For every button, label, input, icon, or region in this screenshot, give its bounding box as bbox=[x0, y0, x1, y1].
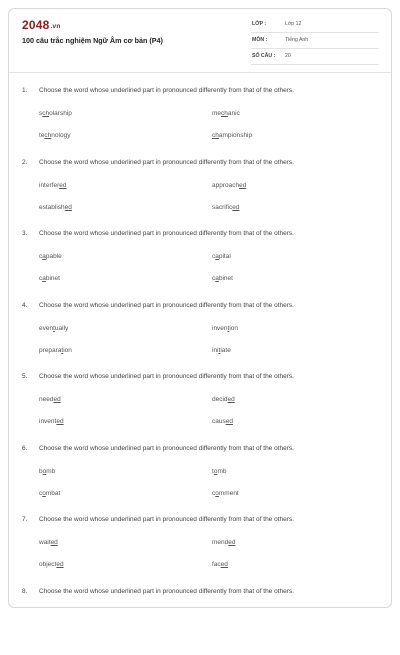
meta-label: MÔN : bbox=[252, 37, 267, 43]
question-prompt: Choose the word whose underlined part in pronounced differently from that of the others. bbox=[39, 230, 294, 237]
question-prompt: Choose the word whose underlined part in pronounced differently from that of the others. bbox=[39, 159, 294, 166]
logo-suffix-text: .vn bbox=[51, 23, 61, 30]
underlined-part: a bbox=[42, 253, 46, 260]
answer-option[interactable]: scholarship bbox=[39, 110, 72, 117]
question-item bbox=[9, 441, 391, 513]
answer-option[interactable]: technology bbox=[39, 132, 70, 139]
question-prompt: Choose the word whose underlined part in pronounced differently from that of the others. bbox=[39, 516, 294, 523]
underlined-part: a bbox=[42, 275, 46, 282]
question-number: 3. bbox=[22, 230, 39, 237]
document-page bbox=[8, 8, 392, 608]
meta-row-question-count bbox=[251, 49, 379, 65]
question-number: 1. bbox=[22, 87, 39, 94]
document-meta bbox=[251, 17, 379, 65]
question-prompt: Choose the word whose underlined part in pronounced differently from that of the others. bbox=[39, 588, 294, 595]
underlined-part: ch bbox=[44, 132, 51, 139]
answer-option[interactable]: comment bbox=[212, 490, 239, 497]
answer-option[interactable]: eventually bbox=[39, 325, 68, 332]
underlined-part: ed bbox=[51, 539, 58, 546]
question-prompt: Choose the word whose underlined part in pronounced differently from that of the others. bbox=[39, 87, 294, 94]
answer-option[interactable]: initiate bbox=[212, 347, 231, 354]
answer-option[interactable]: capital bbox=[212, 253, 231, 260]
underlined-part: ch bbox=[212, 132, 219, 139]
answer-option[interactable]: sacrificed bbox=[212, 204, 239, 211]
question-item bbox=[9, 83, 391, 155]
underlined-part: ed bbox=[221, 561, 228, 568]
question-item bbox=[9, 155, 391, 227]
meta-value: Lớp 12 bbox=[285, 21, 301, 27]
answer-option[interactable]: invented bbox=[39, 418, 64, 425]
question-text bbox=[22, 302, 294, 309]
underlined-part: ed bbox=[65, 204, 72, 211]
answer-option[interactable]: cabinet bbox=[39, 275, 60, 282]
document-title: 100 câu trắc nghiệm Ngữ Âm cơ bản (P4) bbox=[22, 36, 163, 45]
answer-option[interactable]: bomb bbox=[39, 468, 55, 475]
underlined-part: o bbox=[214, 468, 218, 475]
site-logo[interactable] bbox=[22, 18, 61, 32]
question-text bbox=[22, 87, 294, 94]
question-text bbox=[22, 230, 294, 237]
underlined-part: a bbox=[215, 275, 219, 282]
answer-option[interactable]: objected bbox=[39, 561, 64, 568]
answer-option[interactable]: cabinet bbox=[212, 275, 233, 282]
question-list bbox=[9, 83, 391, 655]
answer-option[interactable]: invention bbox=[212, 325, 238, 332]
question-item bbox=[9, 369, 391, 441]
question-prompt: Choose the word whose underlined part in pronounced differently from that of the others. bbox=[39, 445, 294, 452]
question-prompt: Choose the word whose underlined part in pronounced differently from that of the others. bbox=[39, 373, 294, 380]
meta-label: SỐ CÂU : bbox=[252, 53, 275, 59]
answer-option[interactable]: preparation bbox=[39, 347, 72, 354]
question-text bbox=[22, 159, 294, 166]
underlined-part: a bbox=[215, 253, 219, 260]
logo-main-text: 2048 bbox=[22, 18, 50, 32]
underlined-part: ed bbox=[228, 539, 235, 546]
underlined-part: t bbox=[228, 325, 230, 332]
answer-option[interactable]: waited bbox=[39, 539, 58, 546]
underlined-part: o bbox=[215, 490, 219, 497]
answer-option[interactable]: approached bbox=[212, 182, 246, 189]
document-header bbox=[9, 9, 391, 73]
answer-option[interactable]: caused bbox=[212, 418, 233, 425]
answer-option[interactable]: faced bbox=[212, 561, 228, 568]
underlined-part: ed bbox=[226, 418, 233, 425]
question-number: 8. bbox=[22, 588, 39, 595]
underlined-part: o bbox=[42, 490, 46, 497]
meta-value: Tiếng Anh bbox=[285, 37, 308, 43]
question-item bbox=[9, 226, 391, 298]
question-number: 2. bbox=[22, 159, 39, 166]
meta-row-class bbox=[251, 17, 379, 33]
underlined-part: ed bbox=[59, 182, 66, 189]
underlined-part: ch bbox=[221, 110, 228, 117]
answer-option[interactable]: mechanic bbox=[212, 110, 240, 117]
answer-option[interactable]: established bbox=[39, 204, 72, 211]
answer-option[interactable]: tomb bbox=[212, 468, 226, 475]
meta-label: LỚP : bbox=[252, 21, 266, 27]
underlined-part: ed bbox=[239, 182, 246, 189]
answer-option[interactable]: needed bbox=[39, 396, 61, 403]
question-item bbox=[9, 584, 391, 655]
underlined-part: ed bbox=[56, 561, 63, 568]
question-text bbox=[22, 516, 294, 523]
answer-option[interactable]: decided bbox=[212, 396, 235, 403]
question-number: 7. bbox=[22, 516, 39, 523]
question-number: 5. bbox=[22, 373, 39, 380]
answer-option[interactable]: championship bbox=[212, 132, 252, 139]
underlined-part: t bbox=[219, 347, 221, 354]
answer-option[interactable]: combat bbox=[39, 490, 60, 497]
meta-value: 20 bbox=[285, 53, 291, 59]
underlined-part: ed bbox=[56, 418, 63, 425]
question-prompt: Choose the word whose underlined part in pronounced differently from that of the others. bbox=[39, 302, 294, 309]
question-text bbox=[22, 588, 294, 595]
question-item bbox=[9, 512, 391, 584]
underlined-part: ch bbox=[42, 110, 49, 117]
underlined-part: ed bbox=[53, 396, 60, 403]
underlined-part: t bbox=[61, 347, 63, 354]
underlined-part: t bbox=[53, 325, 55, 332]
answer-option[interactable]: interfered bbox=[39, 182, 66, 189]
underlined-part: ed bbox=[232, 204, 239, 211]
question-item bbox=[9, 298, 391, 370]
answer-option[interactable]: mended bbox=[212, 539, 236, 546]
question-number: 6. bbox=[22, 445, 39, 452]
meta-row-subject bbox=[251, 33, 379, 49]
question-text bbox=[22, 445, 294, 452]
underlined-part: ed bbox=[228, 396, 235, 403]
answer-option[interactable]: capable bbox=[39, 253, 62, 260]
question-text bbox=[22, 373, 294, 380]
question-number: 4. bbox=[22, 302, 39, 309]
underlined-part: o bbox=[43, 468, 47, 475]
